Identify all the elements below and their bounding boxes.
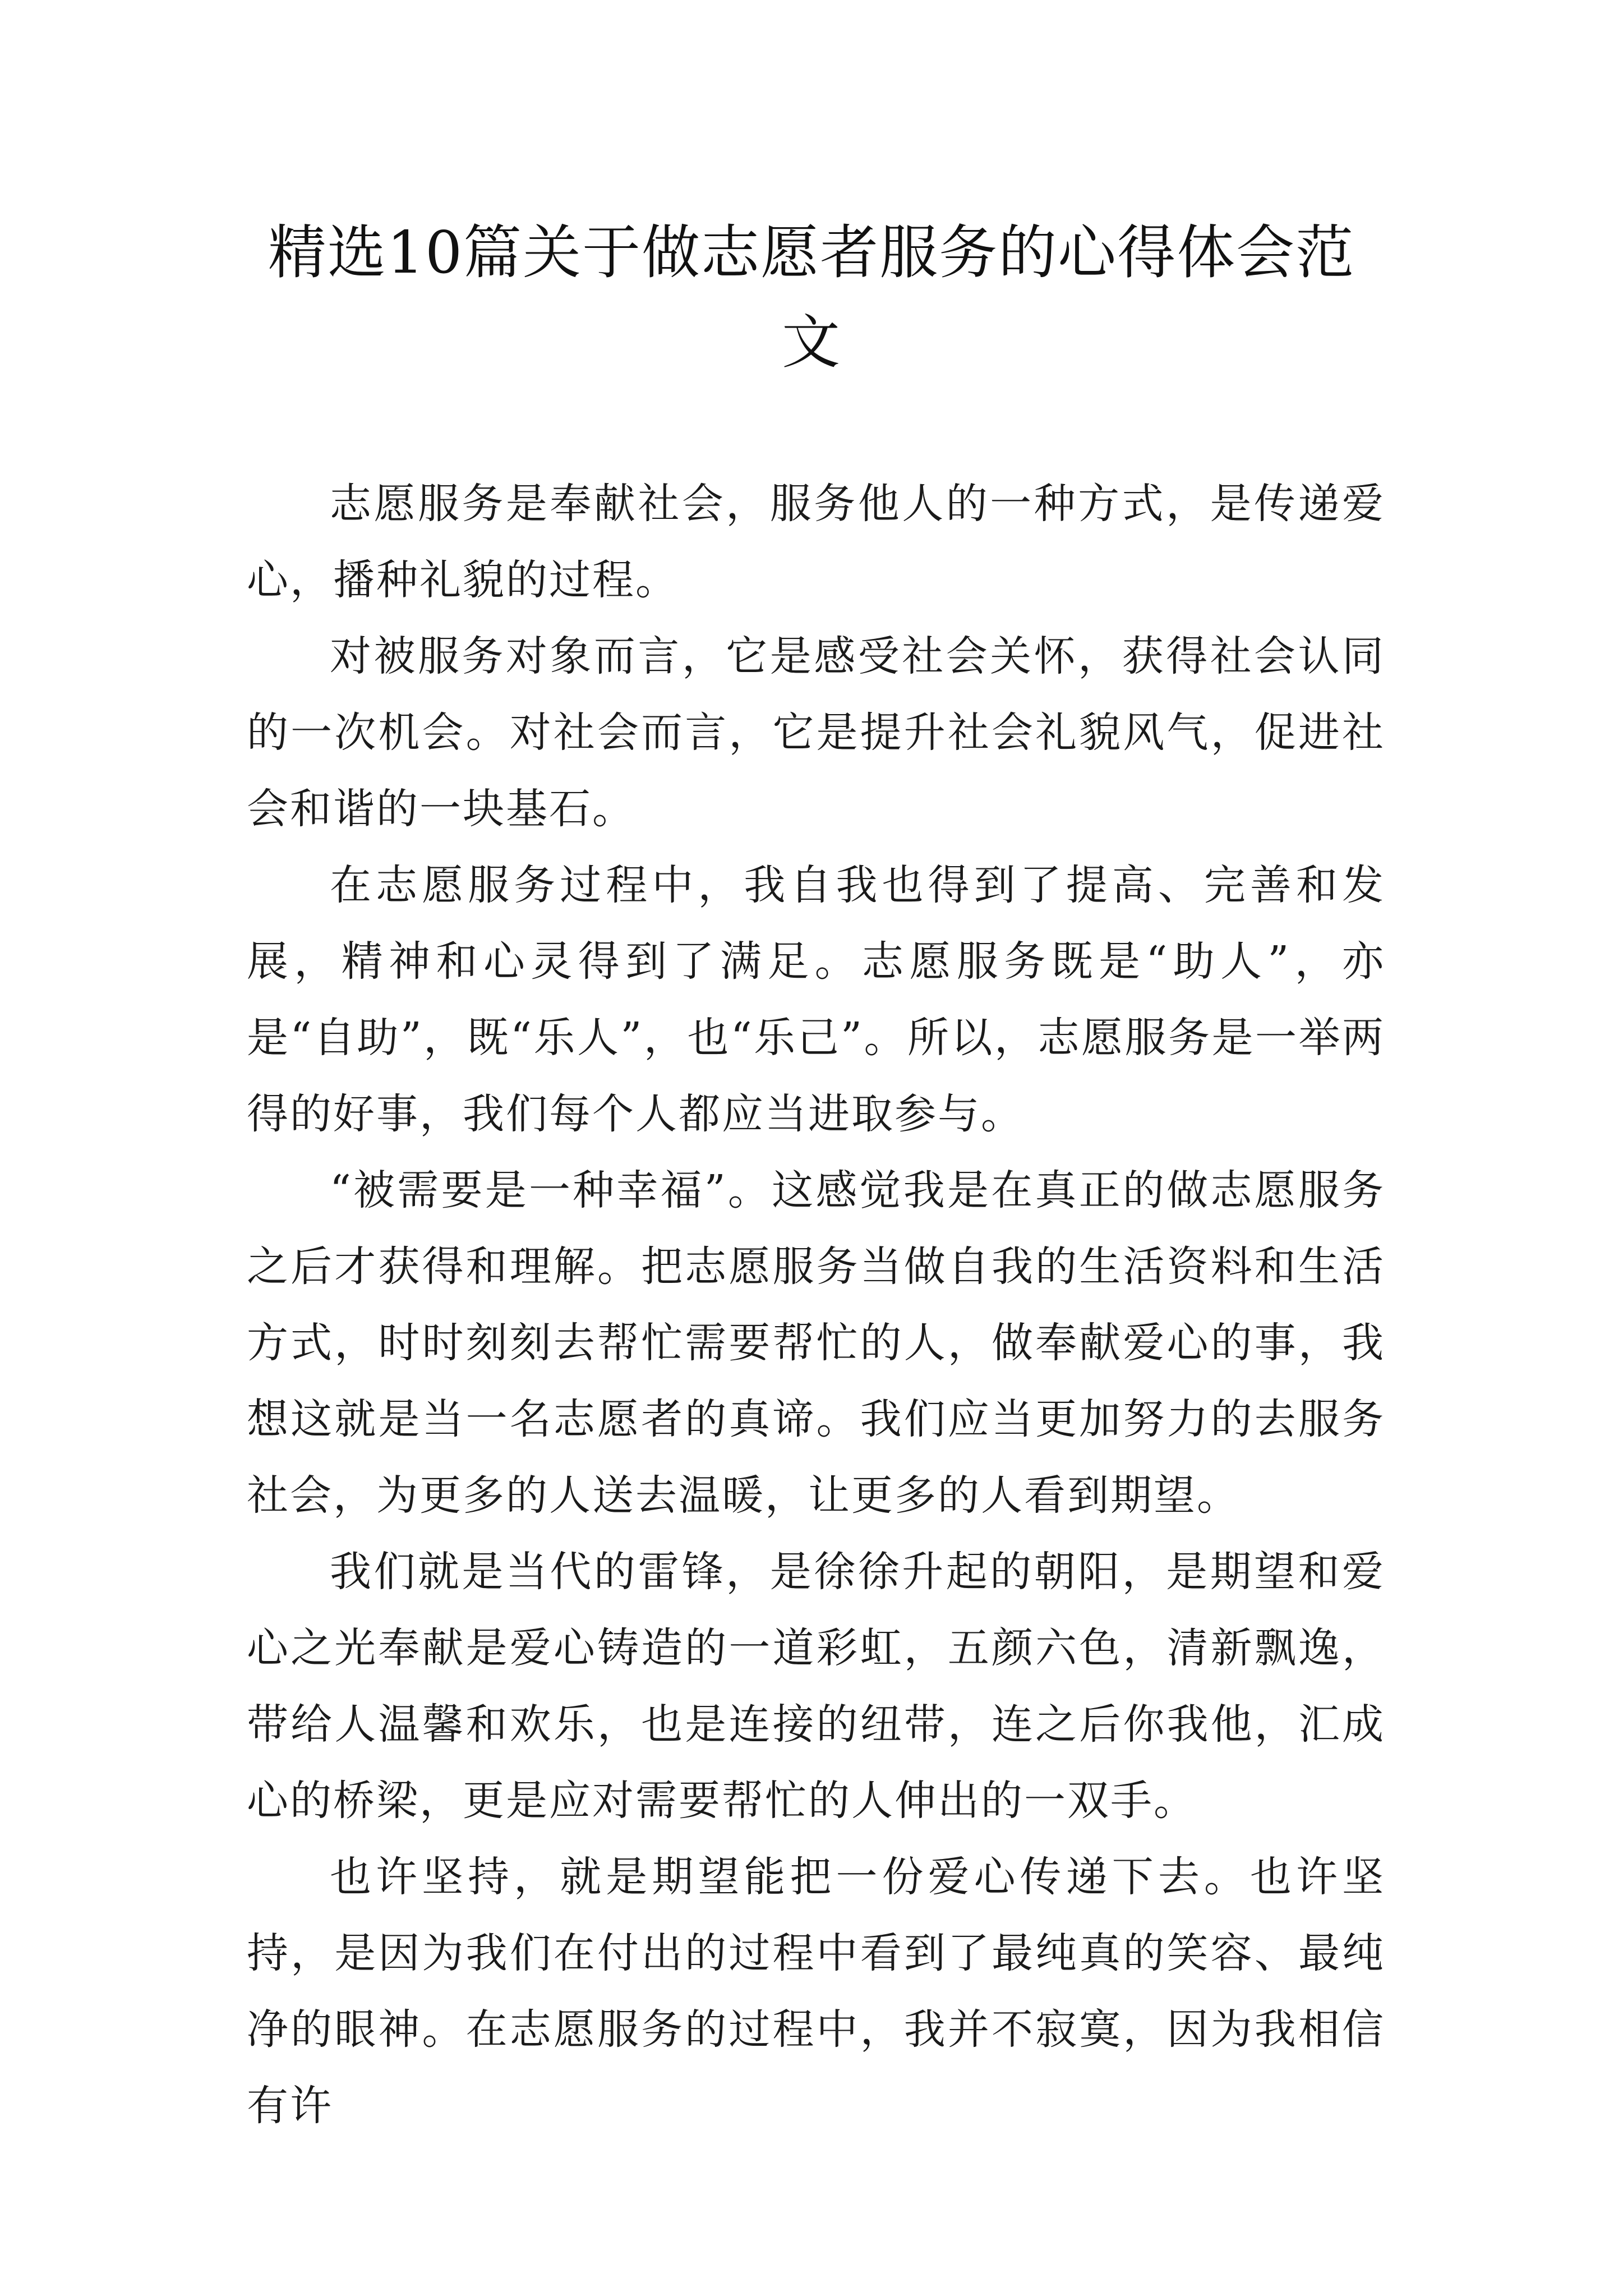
document-title: 精选10篇关于做志愿者服务的心得体会范文 <box>268 218 1355 376</box>
paragraph-6: 也许坚持，就是期望能把一份爱心传递下去。也许坚持，是因为我们在付出的过程中看到了最纯真的笑容、最纯净的眼神。在志愿服务的过程中，我并不寂寞，因为我相信有许 <box>247 1853 1385 2130</box>
paragraph-3: 在志愿服务过程中，我自我也得到了提高、完善和发展，精神和心灵得到了满足。志愿服务既是“助人”，亦是“自助”，既“乐人”，也“乐己”。所以，志愿服务是一举两得的好事，我们每个人都应当进取参与。 <box>247 861 1385 1138</box>
document-body <box>247 466 1385 2144</box>
paragraph-5: 我们就是当代的雷锋，是徐徐升起的朝阳，是期望和爱心之光奉献是爱心铸造的一道彩虹，五颜六色，清新飘逸，带给人温馨和欢乐，也是连接的纽带，连之后你我他，汇成心的桥梁，更是应对需要帮忙的人伸出的一双手。 <box>247 1548 1385 1825</box>
paragraph-1: 志愿服务是奉献社会，服务他人的一种方式，是传递爱心，播种礼貌的过程。 <box>247 480 1385 604</box>
paragraph-4: “被需要是一种幸福”。这感觉我是在真正的做志愿服务之后才获得和理解。把志愿服务当做自我的生活资料和生活方式，时时刻刻去帮忙需要帮忙的人，做奉献爱心的事，我想这就是当一名志愿者的真谛。我们应当更加努力的去服务社会，为更多的人送去温暖，让更多的人看到期望。 <box>247 1166 1385 1520</box>
paragraph-2: 对被服务对象而言，它是感受社会关怀，获得社会认同的一次机会。对社会而言，它是提升社会礼貌风气，促进社会和谐的一块基石。 <box>247 632 1385 833</box>
